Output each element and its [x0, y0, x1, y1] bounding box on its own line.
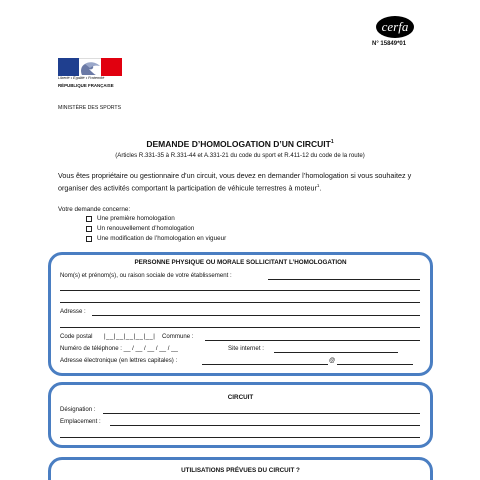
designation-label: Désignation :	[60, 406, 96, 413]
nom-label: Nom(s) et prénom(s), ou raison sociale de votre établissement :	[60, 272, 232, 279]
emplacement-field[interactable]	[110, 425, 420, 426]
option-label: Un renouvellement d’homologation	[97, 225, 195, 232]
email-local-field[interactable]	[202, 364, 328, 365]
intro-text: Vous êtes propriétaire ou gestionnaire d’un circuit, vous devez en demander l’homologation si vous souhaitez y organiser des activités comportant la participation de véhicule terrestres à moteur	[58, 171, 412, 193]
option-label: Une première homologation	[97, 215, 175, 222]
code-postal-label: Code postal	[60, 333, 93, 340]
nom-field-line-3[interactable]	[60, 302, 420, 303]
page-title-text: DEMANDE D’HOMOLOGATION D’UN CIRCUIT	[146, 139, 331, 149]
republique-francaise-text: RÉPUBLIQUE FRANÇAISE	[58, 83, 114, 88]
email-at-sign: @	[329, 357, 336, 364]
utilisations-section-title: UTILISATIONS PRÉVUES DU CIRCUIT ?	[181, 467, 300, 474]
checkbox[interactable]	[86, 216, 92, 222]
email-label: Adresse électronique (en lettres capitales) :	[60, 357, 178, 364]
emplacement-field-line-2[interactable]	[60, 437, 420, 438]
utilisations-section	[48, 457, 433, 480]
flag-red-band	[101, 58, 122, 76]
adresse-field[interactable]	[92, 315, 420, 316]
adresse-field-line-2[interactable]	[60, 327, 420, 328]
nom-field[interactable]	[268, 279, 420, 280]
cerfa-logo: cerfa	[376, 16, 414, 38]
checkbox[interactable]	[86, 236, 92, 242]
checkbox[interactable]	[86, 226, 92, 232]
commune-field[interactable]	[205, 340, 420, 341]
emplacement-label: Emplacement :	[60, 418, 101, 425]
code-postal-field[interactable]: |__|__|__|__|__|	[104, 333, 156, 340]
demande-label: Votre demande concerne:	[58, 206, 131, 213]
circuit-section-title: CIRCUIT	[227, 394, 254, 401]
circuit-section	[48, 382, 433, 448]
ministere-label: MINISTÈRE DES SPORTS	[58, 105, 122, 111]
telephone-field[interactable]: Numéro de téléphone : __ / __ / __ / __ / __	[60, 345, 178, 352]
option-label: Une modification de l’homologation en vigueur	[97, 235, 227, 242]
adresse-label: Adresse :	[60, 308, 86, 315]
site-internet-field[interactable]	[274, 352, 398, 353]
option-premiere-homologation[interactable]	[86, 215, 175, 222]
personne-section-title: PERSONNE PHYSIQUE OU MORALE SOLLICITANT L’HOMOLOGATION	[134, 259, 347, 266]
designation-field[interactable]	[103, 413, 420, 414]
option-modification[interactable]	[86, 235, 226, 242]
email-domain-field[interactable]	[337, 364, 413, 365]
cerfa-number: N° 15849*01	[372, 41, 407, 47]
marianne-icon	[74, 60, 104, 76]
intro-footnote-mark: 1	[316, 183, 320, 188]
motto: Liberté • Égalité • Fraternité	[58, 76, 105, 80]
option-renouvellement[interactable]	[86, 225, 194, 232]
intro-paragraph	[58, 171, 428, 193]
title-footnote-mark: 1	[330, 139, 334, 146]
commune-label: Commune :	[162, 333, 194, 340]
site-internet-label: Site internet :	[228, 345, 264, 352]
page-subtitle: (Articles R.331-35 à R.331-44 et A.331-21 du code du sport et R.411-12 du code de la route)	[115, 152, 365, 159]
intro-end: .	[319, 183, 322, 193]
page-title	[0, 139, 480, 149]
nom-field-line-2[interactable]	[60, 290, 420, 291]
